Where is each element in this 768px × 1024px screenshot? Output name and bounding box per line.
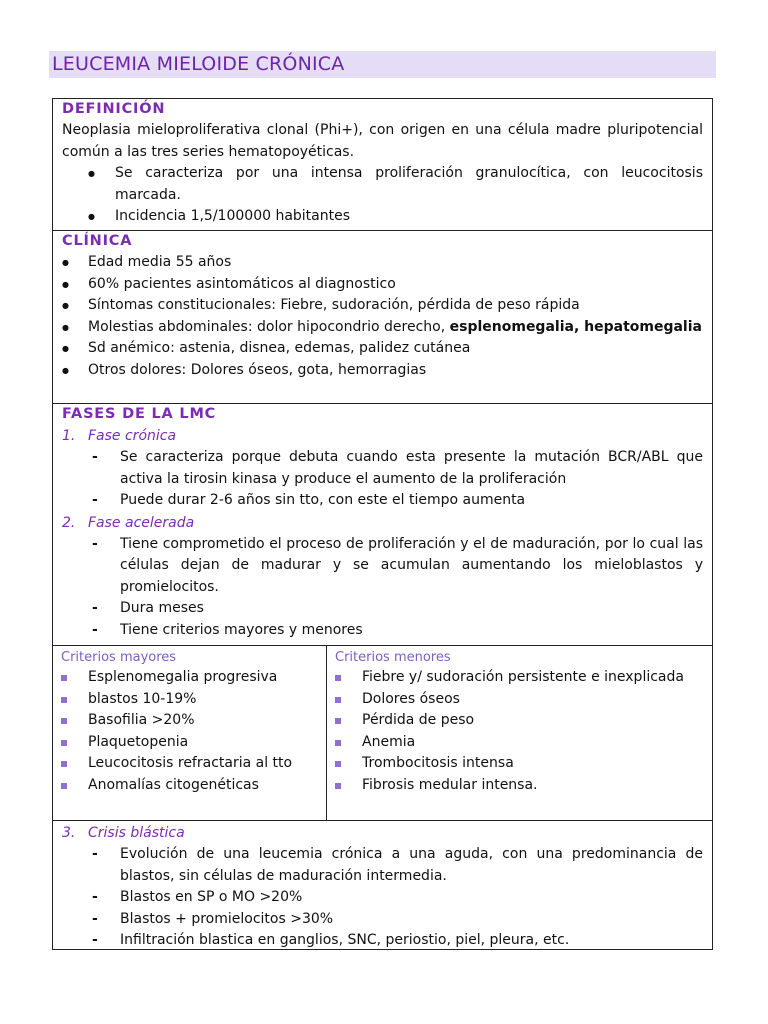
definicion-section xyxy=(52,98,713,230)
list-item: - Blastos en SP o MO >20% xyxy=(62,887,703,909)
list-item: ● Se caracteriza por una intensa proliferación granulocítica, con leucocitosis marcada. xyxy=(62,163,703,206)
fases-heading: FASES DE LA LMC xyxy=(62,406,217,422)
phase-number: 2. xyxy=(62,514,76,531)
list-item: - Tiene criterios mayores y menores xyxy=(62,620,703,642)
crisis-section xyxy=(52,820,713,950)
list-item: ● Incidencia 1,5/100000 habitantes xyxy=(62,206,703,228)
molestias-bold-text: esplenomegalia, hepatomegalia xyxy=(449,318,702,335)
list-item: Dolores óseos xyxy=(335,689,703,711)
crisis-blastica-list xyxy=(62,844,703,952)
list-item: ● Síntomas constitucionales: Fiebre, sudoración, pérdida de peso rápida xyxy=(62,295,703,317)
list-item: ● Otros dolores: Dolores óseos, gota, hemorragias xyxy=(62,360,703,382)
list-item: - Tiene comprometido el proceso de proliferación y el de maduración, por lo cual las células dejan de madurar y se acumulan aumentando los mieloblastos y promielocitos. xyxy=(62,534,703,599)
definicion-bullet-list xyxy=(62,163,703,228)
list-item: ● 60% pacientes asintomáticos al diagnostico xyxy=(62,274,703,296)
crisis-blastica-title xyxy=(62,822,703,844)
list-item: - Blastos + promielocitos >30% xyxy=(62,909,703,931)
criterios-table xyxy=(52,645,713,820)
document-title-bar xyxy=(49,51,716,78)
list-item: Basofilia >20% xyxy=(61,710,320,732)
list-item: ● Edad media 55 años xyxy=(62,252,703,274)
phase-title: Fase crónica xyxy=(88,428,177,444)
list-item: ● Sd anémico: astenia, disnea, edemas, palidez cutánea xyxy=(62,338,703,360)
criterios-menores-column xyxy=(327,646,712,820)
criterios-mayores-column xyxy=(53,646,327,820)
list-item: Fiebre y/ sudoración persistente e inexplicada xyxy=(335,667,703,689)
list-item: Anomalías citogenéticas xyxy=(61,775,320,797)
document-title: LEUCEMIA MIELOIDE CRÓNICA xyxy=(52,53,345,75)
phase-number: 1. xyxy=(62,428,76,444)
criterios-mayores-title: Criterios mayores xyxy=(61,650,177,665)
list-item: Pérdida de peso xyxy=(335,710,703,732)
list-item: Fibrosis medular intensa. xyxy=(335,775,703,797)
clinica-heading: CLÍNICA xyxy=(62,233,133,249)
list-item: - Puede durar 2-6 años sin tto, con este el tiempo aumenta xyxy=(62,490,703,512)
list-item: - Infiltración blastica en ganglios, SNC, periostio, piel, pleura, etc. xyxy=(62,930,703,952)
criterios-menores-list xyxy=(335,667,703,796)
criterios-mayores-list xyxy=(61,667,320,796)
fase-acelerada-list xyxy=(62,534,703,642)
criterios-menores-title: Criterios menores xyxy=(335,650,451,665)
fase-acelerada-title xyxy=(62,512,703,534)
phase-number: 3. xyxy=(62,825,76,841)
definicion-heading: DEFINICIÓN xyxy=(62,101,166,117)
list-item: blastos 10-19% xyxy=(61,689,320,711)
definicion-text: Neoplasia mieloproliferativa clonal (Phi+), con origen en una célula madre pluripotencial común a las tres series hematopoyéticas. xyxy=(62,122,703,160)
clinica-bullet-list xyxy=(62,252,703,381)
list-item: Esplenomegalia progresiva xyxy=(61,667,320,689)
phase-title: Crisis blástica xyxy=(88,825,185,841)
molestias-text: Molestias abdominales: dolor hipocondrio derecho, xyxy=(88,318,450,335)
clinica-section xyxy=(52,230,713,403)
phase-title: Fase acelerada xyxy=(88,514,195,531)
fases-section xyxy=(52,403,713,645)
list-item: Anemia xyxy=(335,732,703,754)
list-item: - Evolución de una leucemia crónica a una aguda, con una predominancia de blastos, sin células de maduración intermedia. xyxy=(62,844,703,887)
list-item: - Se caracteriza porque debuta cuando esta presente la mutación BCR/ABL que activa la tirosin kinasa y produce el aumento de la proliferación xyxy=(62,447,703,490)
list-item: - Dura meses xyxy=(62,598,703,620)
list-item: Plaquetopenia xyxy=(61,732,320,754)
fase-cronica-list xyxy=(62,447,703,512)
list-item: Leucocitosis refractaria al tto xyxy=(61,753,320,775)
list-item: Trombocitosis intensa xyxy=(335,753,703,775)
list-item xyxy=(62,317,703,339)
fase-cronica-title xyxy=(62,425,703,447)
